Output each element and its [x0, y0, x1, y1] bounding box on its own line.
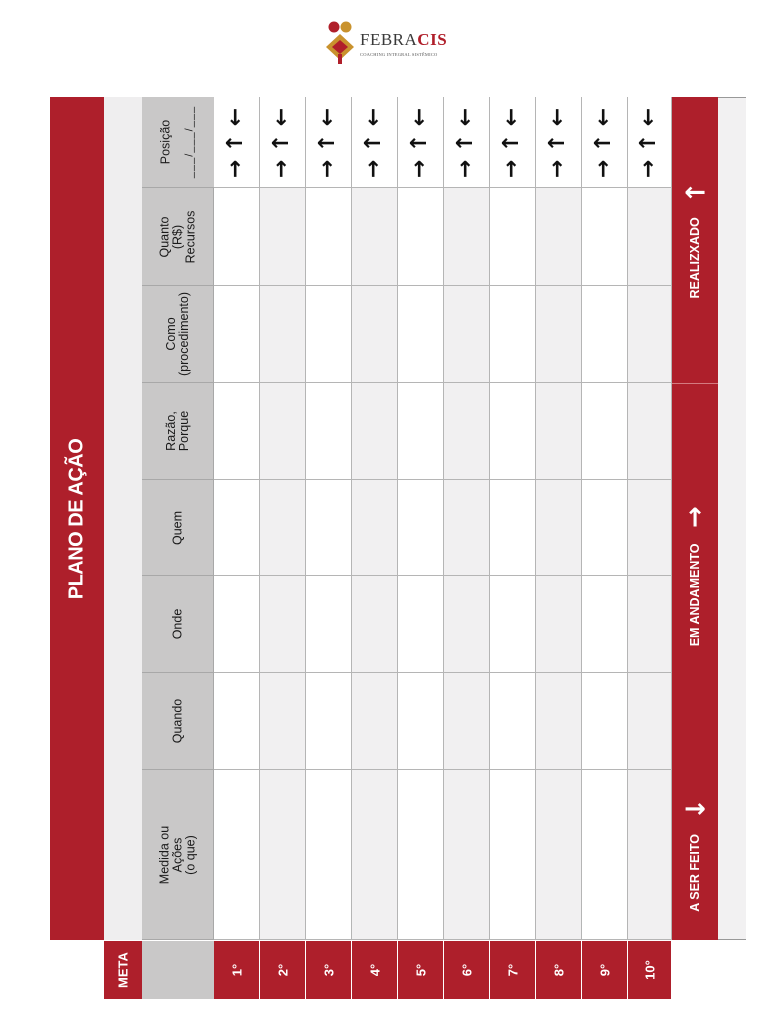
status-arrows-cell[interactable]	[536, 97, 582, 188]
arrow-up-icon[interactable]: ↑	[636, 133, 662, 153]
table-cell[interactable]	[444, 480, 490, 576]
table-cell[interactable]	[260, 576, 306, 673]
arrow-up-icon[interactable]: ↑	[453, 133, 479, 153]
column-header	[142, 480, 214, 576]
table-cell[interactable]	[536, 576, 582, 673]
arrow-left-icon[interactable]: ←	[591, 107, 617, 127]
arrow-right-icon[interactable]: →	[591, 159, 617, 179]
meta-item-label: 9°	[597, 963, 613, 977]
table-cell[interactable]	[536, 673, 582, 770]
status-legend-content	[680, 794, 710, 912]
arrow-up-icon[interactable]: ↑	[361, 133, 387, 153]
meta-item-label: 7°	[505, 963, 521, 977]
table-cell[interactable]	[582, 576, 628, 673]
status-arrows-cell[interactable]	[260, 97, 306, 188]
table-cell[interactable]	[306, 188, 352, 286]
table-cell[interactable]	[306, 480, 352, 576]
table-cell[interactable]	[398, 673, 444, 770]
column-header-label: Medida ou Ações (o que)	[156, 825, 198, 884]
table-cell[interactable]	[582, 673, 628, 770]
table-cell[interactable]	[306, 673, 352, 770]
arrow-right-icon[interactable]: →	[223, 159, 249, 179]
table-cell[interactable]	[306, 286, 352, 383]
arrow-up-icon[interactable]: ↑	[315, 133, 341, 153]
column-header-label: Quando	[169, 698, 184, 744]
febracis-logo-mark-icon	[324, 20, 360, 66]
table-cell[interactable]	[260, 383, 306, 480]
arrow-left-icon[interactable]: ←	[269, 107, 295, 127]
table-cell[interactable]	[444, 286, 490, 383]
table-cell[interactable]	[582, 286, 628, 383]
position-date-mask: ___/___/___	[183, 105, 196, 179]
status-legend-arrow-icon: ↑	[684, 503, 706, 534]
status-legend-content	[680, 177, 710, 299]
table-cell[interactable]	[398, 770, 444, 940]
meta-item-cell[interactable]	[306, 941, 352, 999]
table-cell[interactable]	[536, 770, 582, 940]
febracis-logo	[324, 20, 454, 68]
meta-separator	[671, 941, 672, 999]
arrow-right-icon[interactable]: →	[499, 159, 525, 179]
table-cell[interactable]	[490, 673, 536, 770]
status-legend-content	[680, 503, 710, 646]
arrow-right-icon[interactable]: →	[453, 159, 479, 179]
arrow-left-icon[interactable]: ←	[545, 107, 571, 127]
arrow-left-icon[interactable]: ←	[361, 107, 387, 127]
status-legend-label: A SER FEITO	[688, 834, 703, 912]
status-legend-item	[672, 97, 718, 383]
meta-item-label: 3°	[321, 963, 337, 977]
arrow-up-icon[interactable]: ↑	[545, 133, 571, 153]
table-cell[interactable]	[214, 188, 260, 286]
table-cell[interactable]	[628, 188, 672, 286]
meta-item-cell[interactable]	[582, 941, 628, 999]
table-cell[interactable]	[582, 383, 628, 480]
table-cell[interactable]	[214, 383, 260, 480]
table-cell[interactable]	[628, 383, 672, 480]
status-legend-arrow-icon: ←	[684, 177, 706, 208]
column-header	[142, 673, 214, 770]
status-arrows-cell[interactable]	[352, 97, 398, 188]
table-cell[interactable]	[306, 770, 352, 940]
table-cell[interactable]	[582, 770, 628, 940]
meta-item-cell[interactable]	[490, 941, 536, 999]
table-cell[interactable]	[352, 770, 398, 940]
status-legend-item	[672, 383, 718, 770]
arrow-right-icon[interactable]: →	[407, 159, 433, 179]
column-header	[142, 576, 214, 673]
arrow-left-icon[interactable]: ←	[499, 107, 525, 127]
meta-item-label: 4°	[367, 963, 383, 977]
table-cell[interactable]	[444, 188, 490, 286]
arrow-up-icon[interactable]: ↑	[269, 133, 295, 153]
arrow-up-icon[interactable]: ↑	[223, 133, 249, 153]
meta-label-cell	[104, 941, 142, 999]
arrow-right-icon[interactable]: →	[269, 159, 295, 179]
meta-item-label: 6°	[459, 963, 475, 977]
table-cell[interactable]	[398, 480, 444, 576]
arrow-up-icon[interactable]: ↑	[407, 133, 433, 153]
meta-item-cell[interactable]	[628, 941, 672, 999]
table-cell[interactable]	[628, 673, 672, 770]
column-header-label: Quem	[169, 510, 184, 545]
page-title: PLANO DE AÇÃO	[65, 438, 88, 599]
table-cell[interactable]	[582, 480, 628, 576]
table-cell[interactable]	[214, 673, 260, 770]
column-header-label: Razão, Porque	[163, 410, 191, 452]
table-cell[interactable]	[352, 188, 398, 286]
arrow-up-icon[interactable]: ↑	[591, 133, 617, 153]
table-cell[interactable]	[582, 188, 628, 286]
meta-item-cell[interactable]	[214, 941, 260, 999]
status-legend-arrow-icon: →	[684, 794, 706, 825]
arrow-left-icon[interactable]: ←	[407, 107, 433, 127]
meta-item-cell[interactable]	[398, 941, 444, 999]
table-cell[interactable]	[444, 576, 490, 673]
meta-item-cell[interactable]	[536, 941, 582, 999]
table-cell[interactable]	[398, 188, 444, 286]
status-arrows-cell[interactable]	[444, 97, 490, 188]
table-cell[interactable]	[628, 576, 672, 673]
table-cell[interactable]	[536, 286, 582, 383]
arrow-right-icon[interactable]: →	[361, 159, 387, 179]
table-cell[interactable]	[536, 188, 582, 286]
status-arrows-cell[interactable]	[490, 97, 536, 188]
table-cell[interactable]	[444, 770, 490, 940]
table-cell[interactable]	[490, 286, 536, 383]
logo-brand: FEBRACIS	[360, 30, 448, 49]
column-header	[142, 770, 214, 940]
table-cell[interactable]	[490, 770, 536, 940]
table-cell[interactable]	[490, 383, 536, 480]
status-legend-item	[672, 770, 718, 940]
meta-label: META	[115, 952, 131, 988]
status-arrows-cell[interactable]	[398, 97, 444, 188]
table-cell[interactable]	[260, 480, 306, 576]
meta-item-cell[interactable]	[444, 941, 490, 999]
table-cell[interactable]	[352, 383, 398, 480]
table-cell[interactable]	[260, 286, 306, 383]
meta-item-label: 10°	[642, 960, 658, 980]
meta-item-label: 2°	[275, 963, 291, 977]
table-cell[interactable]	[444, 673, 490, 770]
table-cell[interactable]	[398, 383, 444, 480]
table-cell[interactable]	[628, 286, 672, 383]
arrow-left-icon[interactable]: ←	[453, 107, 479, 127]
position-header-text	[160, 106, 197, 178]
table-cell[interactable]	[398, 576, 444, 673]
arrow-right-icon[interactable]: →	[636, 159, 662, 179]
table-cell[interactable]	[352, 286, 398, 383]
column-header-label: Onde	[169, 608, 184, 640]
meta-item-label: 1°	[229, 963, 245, 977]
table-cell[interactable]	[306, 576, 352, 673]
table-cell[interactable]	[352, 576, 398, 673]
status-legend-label: EM ANDAMENTO	[688, 543, 703, 646]
position-label: Posição	[158, 119, 173, 165]
table-cell[interactable]	[490, 576, 536, 673]
logo-tagline: COACHING INTEGRAL SISTÊMICO	[360, 52, 438, 57]
table-cell[interactable]	[214, 286, 260, 383]
arrow-right-icon[interactable]: →	[545, 159, 571, 179]
table-cell[interactable]	[398, 286, 444, 383]
table-cell[interactable]	[214, 480, 260, 576]
table-cell[interactable]	[352, 673, 398, 770]
table-cell[interactable]	[536, 480, 582, 576]
meta-item-cell[interactable]	[260, 941, 306, 999]
table-cell[interactable]	[490, 480, 536, 576]
table-cell[interactable]	[214, 770, 260, 940]
table-cell[interactable]	[260, 770, 306, 940]
table-cell[interactable]	[260, 188, 306, 286]
status-arrows-cell[interactable]	[306, 97, 352, 188]
status-legend-label: REALIZXADO	[688, 217, 703, 299]
table-cell[interactable]	[536, 383, 582, 480]
title-band	[50, 97, 104, 940]
table-cell[interactable]	[628, 770, 672, 940]
column-header	[142, 188, 214, 286]
meta-item-label: 5°	[413, 963, 429, 977]
column-header	[142, 383, 214, 480]
table-cell[interactable]	[628, 480, 672, 576]
column-header	[142, 286, 214, 383]
arrow-left-icon[interactable]: ←	[315, 107, 341, 127]
meta-header-cell	[142, 941, 214, 999]
meta-item-cell[interactable]	[352, 941, 398, 999]
table-cell[interactable]	[444, 383, 490, 480]
arrow-left-icon[interactable]: ←	[223, 107, 249, 127]
table-cell[interactable]	[352, 480, 398, 576]
table-cell[interactable]	[214, 576, 260, 673]
table-cell[interactable]	[306, 383, 352, 480]
spacer-strip	[104, 97, 142, 940]
arrow-right-icon[interactable]: →	[315, 159, 341, 179]
legend-divider	[672, 383, 718, 384]
status-arrows-cell[interactable]	[214, 97, 260, 188]
arrow-left-icon[interactable]: ←	[636, 107, 662, 127]
column-header-label: Quanto (R$) Recursos	[156, 210, 198, 263]
status-arrows-cell[interactable]	[628, 97, 672, 188]
arrow-up-icon[interactable]: ↑	[499, 133, 525, 153]
meta-item-label: 8°	[551, 963, 567, 977]
column-header-label: Como (procedimento)	[163, 291, 191, 377]
table-cell[interactable]	[490, 188, 536, 286]
column-header-position	[142, 97, 214, 188]
status-arrows-cell[interactable]	[582, 97, 628, 188]
table-cell[interactable]	[260, 673, 306, 770]
